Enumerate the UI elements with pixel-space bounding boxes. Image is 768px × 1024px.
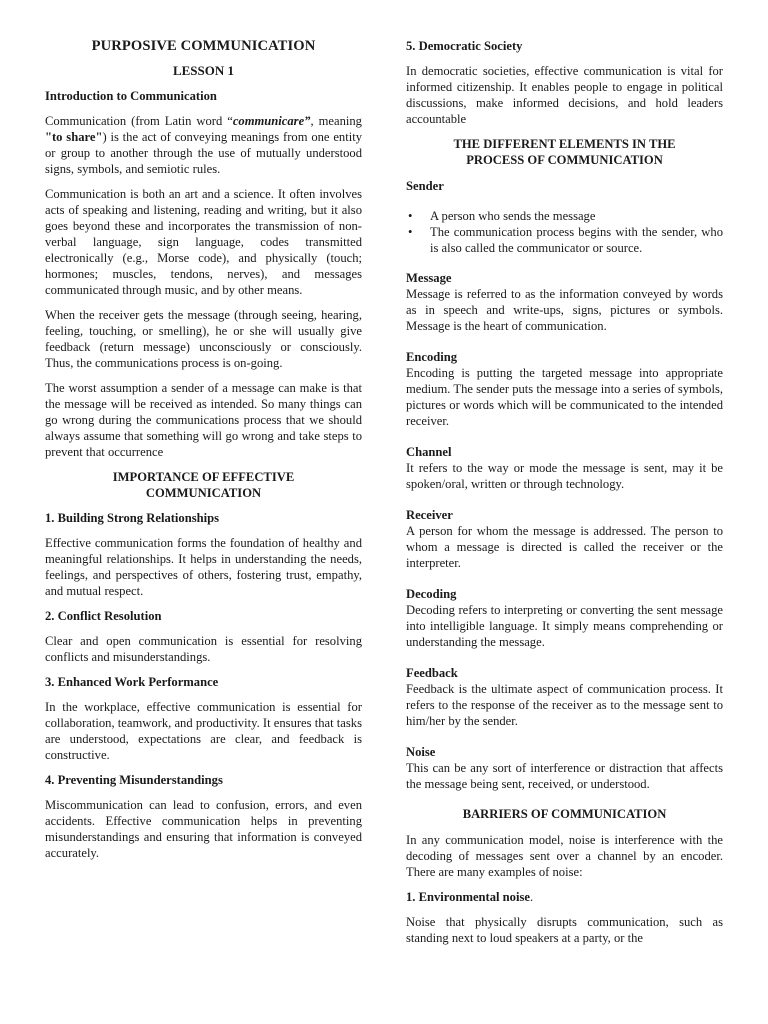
p1-text-a: Communication (from Latin word “ [45,114,233,128]
intro-paragraph-1 [45,113,362,177]
sender-bullet-text: A person who sends the message [430,209,596,223]
elements-heading-line-2: PROCESS OF COMMUNICATION [466,153,663,167]
left-column [45,38,362,870]
element-term-decoding: Decoding [406,587,457,601]
element-def-encoding: Encoding is putting the targeted message into appropriate medium. The sender puts the message into a series of symbols, pictures or words which will be communicated to the intended receiver. [406,366,723,428]
environmental-noise-heading [406,889,723,905]
element-def-message: Message is referred to as the information conveyed by words as in speech and write-ups, signs, pictures or symbols. Message is the heart of communication. [406,287,723,333]
element-term-receiver: Receiver [406,508,453,522]
item-3-heading: 3. Enhanced Work Performance [45,675,219,689]
intro-paragraph-2: Communication is both an art and a science. It often involves acts of speaking and listening, reading and writing, but it also goes beyond these and incorporates the transmission of non-verbal language, sign language, codes transmitted electronically (e.g., Morse code), and physically (touch; hormones; muscles, tendons, nerves), and messages communicated through music, and by other means. [45,187,362,297]
element-def-feedback: Feedback is the ultimate aspect of communication process. It refers to the response of the receiver as to the message sent to him/her by the sender. [406,682,723,728]
importance-heading-line-2: COMMUNICATION [145,486,262,500]
element-term-feedback: Feedback [406,666,458,680]
element-def-channel: It refers to the way or mode the message is sent, may it be spoken/oral, written or through technology. [406,461,723,491]
lesson-label: LESSON 1 [172,63,235,78]
intro-paragraph-4: The worst assumption a sender of a message can make is that the message will be received as intended. So many things can go wrong during the communications process that we should always assume that something will go wrong and take steps to prevent that occurrence [45,381,362,459]
element-def-receiver: A person for whom the message is addressed. The person to whom a message is directed is called the receiver or the interpreter. [406,524,723,570]
element-term-message: Message [406,271,452,285]
item-5-text: In democratic societies, effective communication is vital for informed citizenship. It enables people to engage in political discussions, make informed decisions, and hold leaders accountable [406,64,723,126]
environmental-noise-period: . [529,890,534,904]
intro-heading: Introduction to Communication [45,89,217,103]
p1-text-e: ) is the act of conveying meanings from one entity or group to another through the use of mutually understood signs, symbols, and semiotic rules. [45,130,362,176]
element-def-decoding: Decoding refers to interpreting or converting the sent message into intelligible language. It simply means comprehending or understanding the message. [406,603,723,649]
environmental-noise-label: 1. Environmental noise [406,890,530,904]
intro-paragraph-3: When the receiver gets the message (through seeing, hearing, feeling, touching, or smelling), he or she will usually give feedback (return message) unconsciously or consciously. Thus, the communications process is on-going. [45,308,362,370]
item-2-heading: 2. Conflict Resolution [45,609,162,623]
elements-heading-line-1: THE DIFFERENT ELEMENTS IN THE [453,137,676,151]
importance-heading [45,469,362,501]
importance-heading-line-1: IMPORTANCE OF EFFECTIVE [112,470,295,484]
item-4-heading: 4. Preventing Misunderstandings [45,773,223,787]
item-4-text: Miscommunication can lead to confusion, errors, and even accidents. Effective communication helps in preventing misunderstandings and ensuring that information is conveyed accurately. [45,798,362,860]
document-title: PURPOSIVE COMMUNICATION [91,38,316,54]
element-def-noise: This can be any sort of interference or distraction that affects the message being sent, received, or understood. [406,761,723,791]
p1-text-c: , meaning [310,114,362,128]
elements-heading [406,136,723,168]
p1-latin-word: communicare” [232,114,311,128]
item-2-text: Clear and open communication is essential for resolving conflicts and misunderstandings. [45,634,362,664]
list-item [406,224,723,256]
item-3-text: In the workplace, effective communication is essential for collaboration, teamwork, and productivity. It ensures that tasks are understood, expectations are clear, and feedback is constructive. [45,700,362,762]
p1-to-share: "to share" [45,130,103,144]
item-1-heading: 1. Building Strong Relationships [45,511,220,525]
bullet-icon: • [408,209,413,223]
right-column [406,38,723,955]
element-term-channel: Channel [406,445,452,459]
barriers-heading: BARRIERS OF COMMUNICATION [462,807,667,821]
environmental-noise-text: Noise that physically disrupts communication, such as standing next to loud speakers at a party, or the [406,915,723,945]
item-1-text: Effective communication forms the foundation of healthy and meaningful relationships. It helps in understanding the needs, feelings, and perspectives of others, fostering trust, empathy, and mutual respect. [45,536,362,598]
sender-heading: Sender [406,179,444,193]
item-5-heading: 5. Democratic Society [406,39,523,53]
element-term-encoding: Encoding [406,350,458,364]
list-item [406,208,723,224]
sender-bullet-list [406,208,723,256]
element-term-noise: Noise [406,745,436,759]
sender-bullet-text: The communication process begins with the sender, who is also called the communicator or source. [430,225,723,255]
barriers-intro: In any communication model, noise is interference with the decoding of messages sent over a channel by an encoder. There are many examples of noise: [406,833,723,879]
bullet-icon: • [408,225,413,239]
